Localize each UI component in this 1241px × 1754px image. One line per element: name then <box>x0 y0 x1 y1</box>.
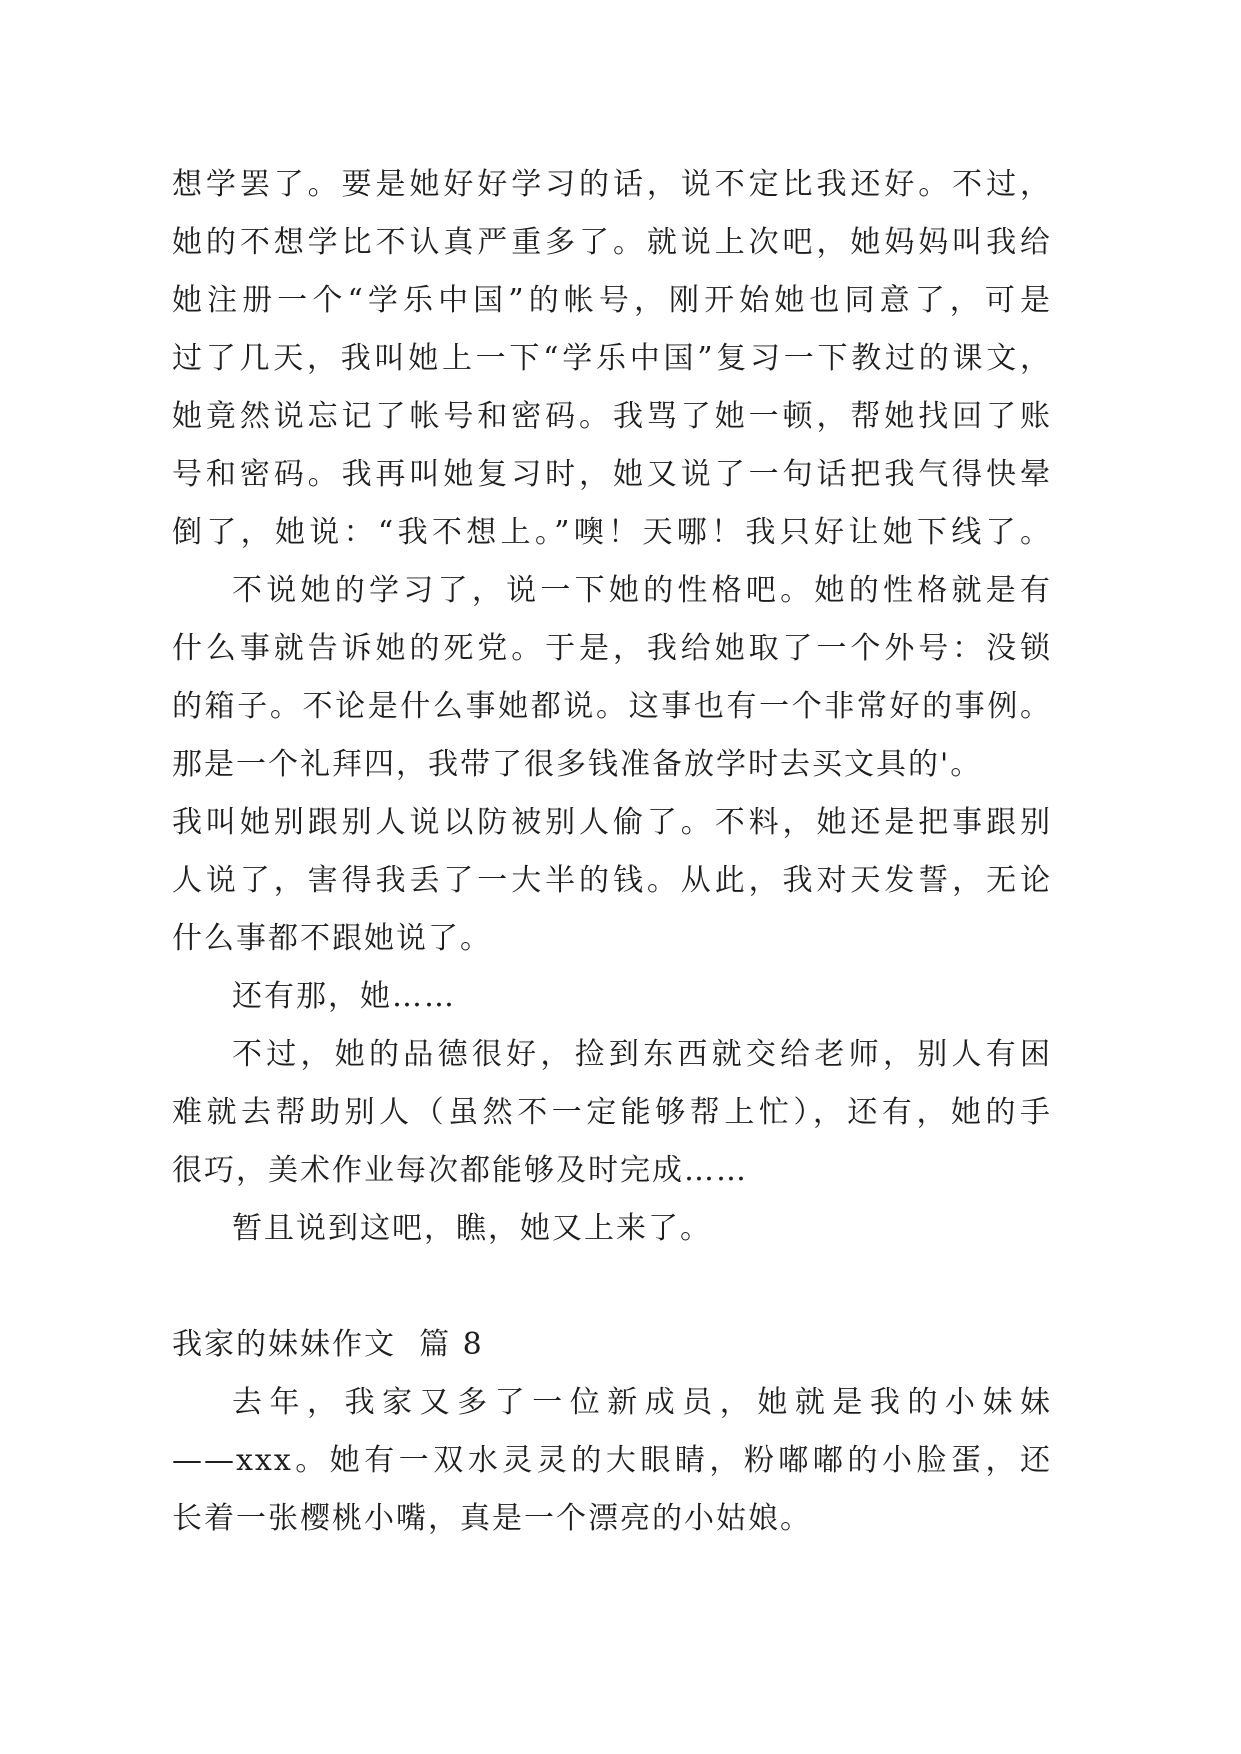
text-line: ——xxx。她有一双水灵灵的大眼睛，粉嘟嘟的小脸蛋，还 <box>172 1443 1052 1478</box>
text-line: 她注册一个“学乐中国”的帐号，刚开始她也同意了，可是 <box>172 283 1052 318</box>
section-gap <box>172 1258 1052 1316</box>
text-line: 想学罢了。要是她好好学习的话，说不定比我还好。不过， <box>172 167 1052 202</box>
text-line: 的箱子。不论是什么事她都说。这事也有一个非常好的事例。 <box>172 689 1052 724</box>
document-page <box>172 156 1052 1548</box>
text-line: 还有那，她…… <box>232 979 456 1014</box>
paragraph <box>172 1200 1052 1258</box>
paragraph-continued <box>172 156 1052 562</box>
text-line: 什么事就告诉她的死党。于是，我给她取了一个外号：没锁 <box>172 631 1052 666</box>
text-line: 那是一个礼拜四，我带了很多钱准备放学时去买文具的'。 <box>172 747 983 782</box>
paragraph <box>172 968 1052 1026</box>
essay-title: 我家的妹妹作文 篇 8 <box>172 1327 484 1362</box>
text-line: 她竟然说忘记了帐号和密码。我骂了她一顿，帮她找回了账 <box>172 399 1052 434</box>
paragraph <box>172 1374 1052 1548</box>
paragraph <box>172 1026 1052 1200</box>
text-line: 过了几天，我叫她上一下“学乐中国”复习一下教过的课文， <box>172 341 1052 376</box>
paragraph <box>172 562 1052 968</box>
text-line: 去年，我家又多了一位新成员，她就是我的小妹妹 <box>232 1385 1052 1420</box>
text-line: 她的不想学比不认真严重多了。就说上次吧，她妈妈叫我给 <box>172 225 1052 260</box>
text-line: 我叫她别跟别人说以防被别人偷了。不料，她还是把事跟别 <box>172 805 1052 840</box>
text-line: 暂且说到这吧，瞧，她又上来了。 <box>232 1211 712 1246</box>
text-line: 不说她的学习了，说一下她的性格吧。她的性格就是有 <box>232 573 1052 608</box>
text-line: 人说了，害得我丢了一大半的钱。从此，我对天发誓，无论 <box>172 863 1052 898</box>
text-line: 很巧，美术作业每次都能够及时完成…… <box>172 1153 748 1188</box>
text-line: 什么事都不跟她说了。 <box>172 921 492 956</box>
text-line: 不过，她的品德很好，捡到东西就交给老师，别人有困 <box>232 1037 1052 1072</box>
text-line: 难就去帮助别人（虽然不一定能够帮上忙），还有，她的手 <box>172 1095 1052 1130</box>
text-line: 长着一张樱桃小嘴，真是一个漂亮的小姑娘。 <box>172 1501 812 1536</box>
text-line: 倒了，她说：“我不想上。”噢！天哪！我只好让她下线了。 <box>172 515 1052 550</box>
text-line: 号和密码。我再叫她复习时，她又说了一句话把我气得快晕 <box>172 457 1052 492</box>
